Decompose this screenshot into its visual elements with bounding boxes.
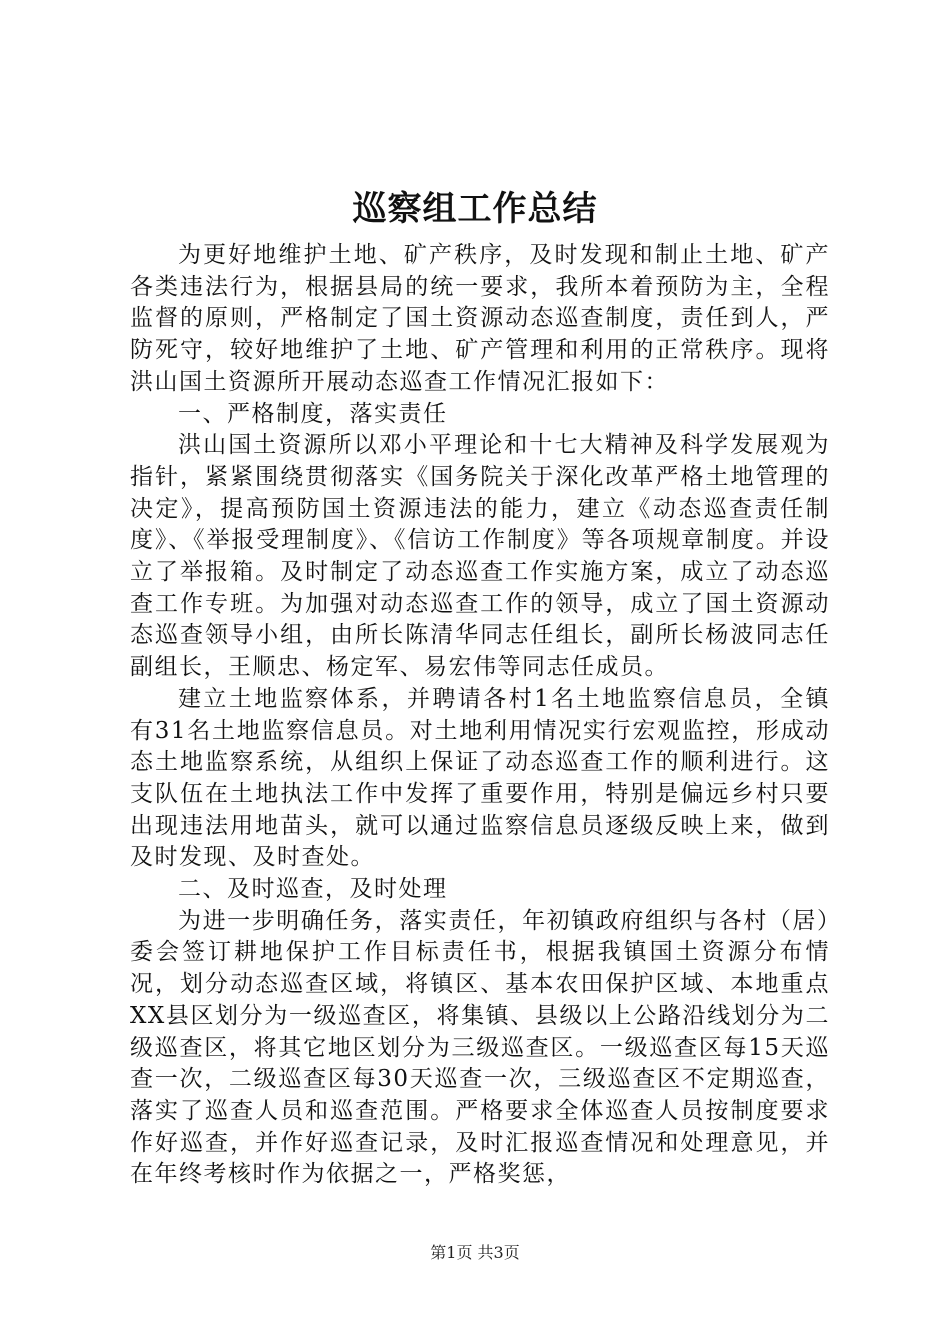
page-footer: 第1页 共3页 [430,1243,520,1262]
section-1-heading: 一、严格制度，落实责任 [178,400,448,427]
document-title: 巡察组工作总结 [352,189,598,229]
section-1-paragraph-2: 建立土地监察体系，并聘请各村1名土地监察信息员，全镇有31名土地监察信息员。对土地利用情况实行宏观监控，形成动态土地监察系统，从组织上保证了动态巡查工作的顺利进行。这支队伍在土地执法工作中发挥了重要作用，特别是偏远乡村只要出现违法用地苗头，就可以通过监察信息员逐级反映上来，做到及时发现、及时查处。 [130,685,830,871]
document-body [130,240,830,1191]
intro-paragraph: 为更好地维护土地、矿产秩序，及时发现和制止土地、矿产各类违法行为，根据县局的统一要求，我所本着预防为主，全程监督的原则，严格制定了国土资源动态巡查制度，责任到人，严防死守，较好地维护了土地、矿产管理和利用的正常秩序。现将洪山国土资源所开展动态巡查工作情况汇报如下： [130,242,830,395]
section-1-paragraph-1: 洪山国土资源所以邓小平理论和十七大精神及科学发展观为指针，紧紧围绕贯彻落实《国务院关于深化改革严格土地管理的决定》，提高预防国土资源违法的能力，建立《动态巡查责任制度》、《举报受理制度》、《信访工作制度》等各项规章制度。并设立了举报箱。及时制定了动态巡查工作实施方案，成立了动态巡查工作专班。为加强对动态巡查工作的领导，成立了国土资源动态巡查领导小组，由所长陈清华同志任组长，副所长杨波同志任副组长，王顺忠、杨定军、易宏伟等同志任成员。 [130,432,830,681]
section-2-paragraph-1: 为进一步明确任务，落实责任，年初镇政府组织与各村（居）委会签订耕地保护工作目标责任书，根据我镇国土资源分布情况，划分动态巡查区域，将镇区、基本农田保护区域、本地重点XX县区划分为一级巡查区，将集镇、县级以上公路沿线划分为二级巡查区，将其它地区划分为三级巡查区。一级巡查区每15天巡查一次，二级巡查区每30天巡查一次，三级巡查区不定期巡查，落实了巡查人员和巡查范围。严格要求全体巡查人员按制度要求作好巡查，并作好巡查记录，及时汇报巡查情况和处理意见，并在年终考核时作为依据之一，严格奖惩， [130,907,830,1188]
section-2-heading: 二、及时巡查，及时处理 [178,876,448,903]
